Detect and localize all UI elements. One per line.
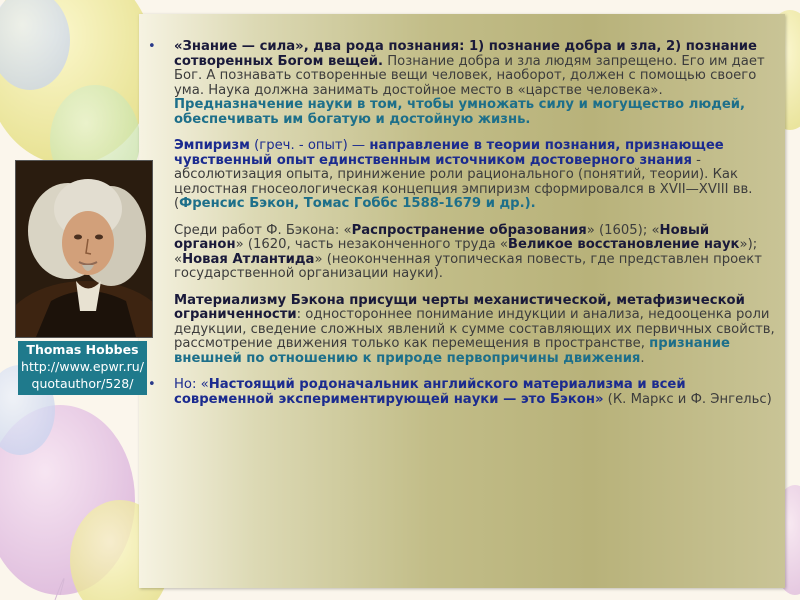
text-run: Но: « xyxy=(174,377,209,392)
text-run: (К. Маркс и Ф. Энгельс) xyxy=(603,391,772,407)
paragraph-empiricism xyxy=(146,139,780,212)
text-run: : одностороннее понимание индукции и анализа, недооценка роли дедукции, сведение сложных явлений к сумме составляющих их первичных свойств, рассмотрение движения только как перемещения в пространстве, xyxy=(174,307,775,351)
text-run: » (1620, часть незаконченного труда « xyxy=(235,237,508,252)
portrait-caption xyxy=(18,341,147,395)
text-run: - абсолютизация опыта, принижение роли рационального (понятий, теории). Как целостная гносеологическая концепция эмпиризм сформировался в XVII—XVIII вв. ( xyxy=(174,152,753,211)
text-run: » (неоконченная утопическая повесть, где представлен проект государственной организации науки). xyxy=(174,251,762,281)
text-run: » (1605); « xyxy=(586,222,660,238)
caption-url-line2: quotauthor/528/ xyxy=(31,376,134,391)
text-run: «Знание — сила», два рода познания: 1) познание добра и зла, 2) познание сотворенных Богом вещей. xyxy=(174,39,757,69)
text-run: Настоящий родоначальник английского материализма и всей современной экспериментирующей науки — это Бэкон» xyxy=(174,377,686,407)
text-run: Великое восстановление наук xyxy=(507,237,740,252)
text-run: Познание добра и зла людям запрещено. Его им дает Бог. А познавать сотворенные вещи человек, наоборот, должен с помощью своего ума. Наука должна занимать достойное место в «царстве человека». xyxy=(174,53,765,98)
text-run: признание внешней по отношению к природе первопричины движения xyxy=(174,336,730,366)
portrait-image xyxy=(15,160,153,338)
bullet-icon: • xyxy=(148,39,156,54)
text-run: Новый органон xyxy=(174,222,710,252)
caption-name: Thomas Hobbes xyxy=(26,342,139,357)
text-run: (греч. - опыт) — xyxy=(249,138,370,153)
paragraph-knowledge-power xyxy=(146,40,780,127)
paragraph-bacon-works xyxy=(146,224,780,282)
text-run: Материализму Бэкона присущи черты механистической, метафизической ограниченности xyxy=(174,292,745,322)
caption-url-line1: http://www.epwr.ru/ xyxy=(21,359,144,374)
text-run: Предназначение науки в том, чтобы умножать силу и могущество людей, обеспечивать им богатую и достойную жизнь. xyxy=(174,97,746,127)
text-run: Эмпиризм xyxy=(174,138,250,153)
text-run: Распространение образования xyxy=(351,222,587,238)
text-run: Новая Атлантида xyxy=(182,251,315,267)
text-run: Среди работ Ф. Бэкона: « xyxy=(174,222,352,238)
text-run: Френсис Бэкон, Томас Гоббс 1588-1679 и др.). xyxy=(179,196,536,211)
paragraph-marx-quote xyxy=(146,378,780,407)
bullet-icon: • xyxy=(148,377,156,392)
text-run: направление в теории познания, признающее чувственный опыт единственным источником достоверного знания xyxy=(174,138,724,168)
slide-content xyxy=(146,40,780,419)
text-run: . xyxy=(640,350,645,366)
text-run: »); « xyxy=(174,237,758,267)
paragraph-materialism xyxy=(146,294,780,367)
